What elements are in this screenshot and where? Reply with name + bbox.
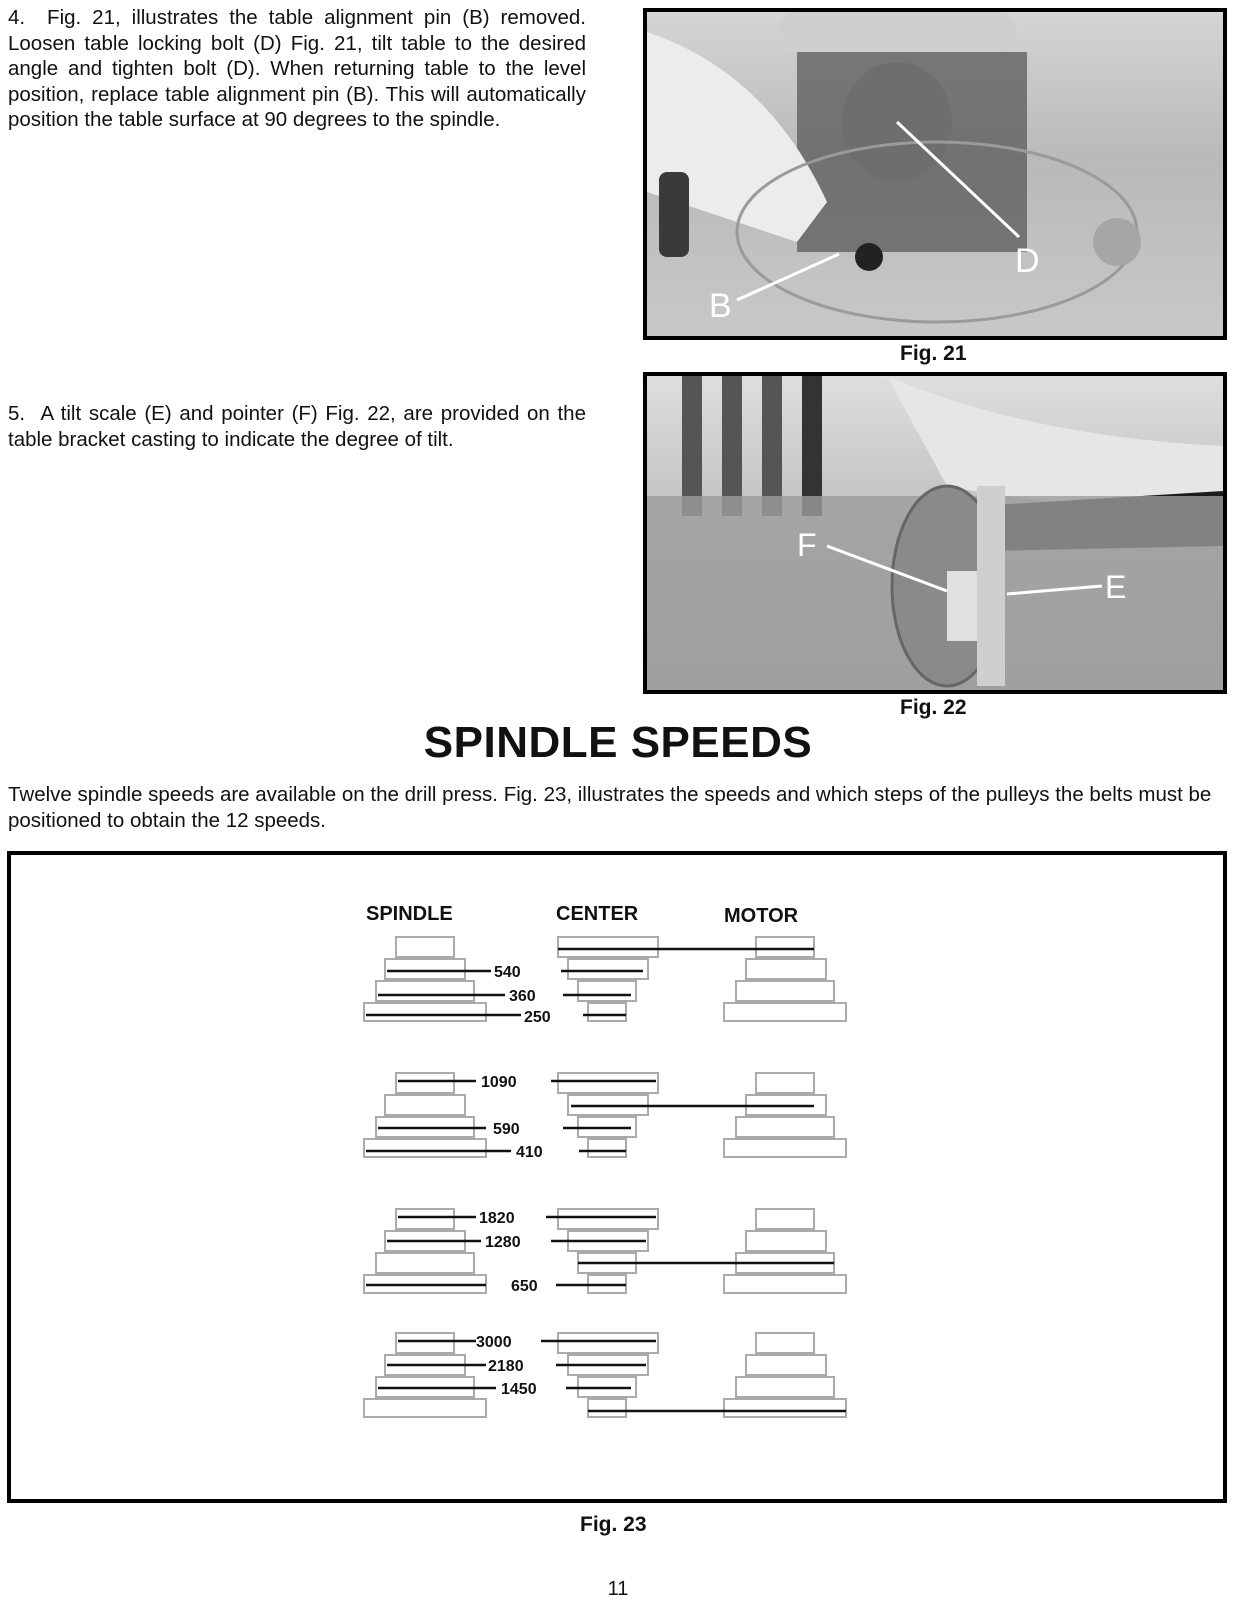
speed-1090: 1090 — [481, 1074, 517, 1091]
speed-360: 360 — [509, 988, 536, 1005]
header-spindle: SPINDLE — [366, 903, 453, 925]
step-number: 5. — [8, 402, 26, 425]
step-text: Fig. 21, illustrates the table alignment pin (B) removed. Loosen table locking bolt (D) Fig. 21, tilt table to the desired angle and tighten bolt (D). When returning table to the level position, replace table alignment pin (B). This will automatically position the table surface at 90 degrees to the spindle. — [8, 6, 586, 131]
speed-410: 410 — [516, 1144, 543, 1161]
callout-f: F — [797, 527, 817, 563]
fig-23-caption: Fig. 23 — [580, 1513, 647, 1536]
fig-22-photo — [643, 372, 1227, 694]
header-motor: MOTOR — [724, 905, 799, 927]
fig-21-caption: Fig. 21 — [900, 342, 967, 365]
speed-650: 650 — [511, 1278, 538, 1295]
step-number: 4. — [8, 6, 26, 29]
fig-21-photo — [643, 8, 1227, 340]
step-text: A tilt scale (E) and pointer (F) Fig. 22, are provided on the table bracket casting to indicate the degree of tilt. — [8, 402, 586, 451]
speed-3000: 3000 — [476, 1334, 512, 1351]
speed-590: 590 — [493, 1121, 520, 1138]
page-number: 11 — [607, 1578, 629, 1600]
speed-1280: 1280 — [485, 1234, 521, 1251]
section-intro: Twelve spindle speeds are available on the drill press. Fig. 23, illustrates the speeds and which steps of the pulleys the belts must be positioned to obtain the 12 speeds. — [8, 783, 1212, 832]
speed-250: 250 — [524, 1009, 551, 1026]
callout-b: B — [709, 287, 732, 325]
fig-22-caption: Fig. 22 — [900, 696, 967, 719]
section-title: SPINDLE SPEEDS — [423, 718, 813, 767]
speed-2180: 2180 — [488, 1358, 524, 1375]
callout-d: D — [1015, 242, 1040, 280]
step-4-paragraph — [8, 5, 586, 133]
speed-1820: 1820 — [479, 1210, 515, 1227]
callout-e: E — [1105, 569, 1127, 605]
spindle-speed-diagram — [7, 851, 1227, 1503]
step-5-paragraph — [8, 401, 586, 452]
speed-1450: 1450 — [501, 1381, 537, 1398]
pulley-belt-diagram — [11, 855, 1223, 1499]
speed-540: 540 — [494, 964, 521, 981]
header-center: CENTER — [556, 903, 639, 925]
